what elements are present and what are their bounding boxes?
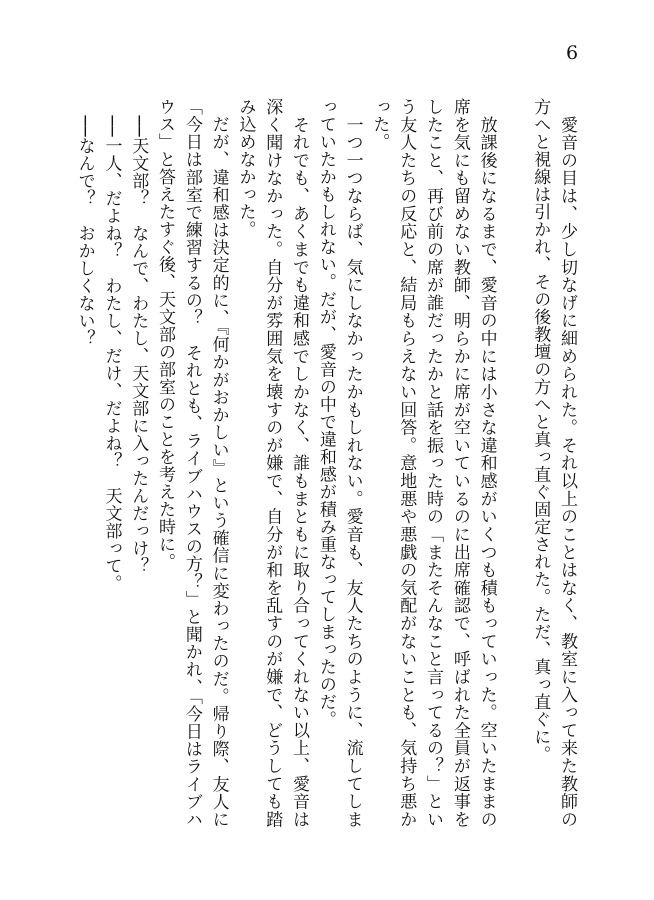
inner-monologue-line: ──一人、だよね？ わたし、だけ、だよね？ 天文部って。 xyxy=(101,98,122,592)
page-number: 6 xyxy=(565,42,579,64)
paragraph: 放課後になるまで、愛音の中には小さな違和感がいくつも積もっていった。空いたままの席を気にも留めない教師、明らかに席が空いているのに出席確認で、呼ばれた全員が返事をしたこと、再び前の席が誰だったかと話を振った時の「またそんなこと言ってるの？」という友人たちの反応と、結局もらえない回答。意地悪や悪戯の気配がないことも、気持ち悪かった。 xyxy=(369,98,497,828)
novel-text-body xyxy=(71,98,580,828)
inner-monologue-line: ──天文部？ なんで、わたし、天文部に入ったんだっけ？ xyxy=(128,98,149,575)
paragraph: それでも、あくまでも違和感でしかなく、誰もまともに取り合ってくれない以上、愛音は深く聞けなかった。自分が雰囲気を壊すのが嫌で、自分が和を乱すのが嫌で、どうしても踏み込めなかった。 xyxy=(235,98,310,828)
blank-line xyxy=(500,98,527,828)
paragraph: 愛音の目は、少し切なげに細められた。それ以上のことはなく、教室に入って来た教師の方へと視線は引かれ、その後教壇の方へと真っ直ぐ固定された。ただ、真っ直ぐに。 xyxy=(530,98,577,828)
inner-monologue-line: ──なんで？ おかしくない？ xyxy=(74,98,95,347)
paragraph: 一つ一つならば、気にしなかったかもしれない。愛音も、友人たちのように、流してしまっていたかもしれない。だが、愛音の中で違和感が積み重なってしまったのだ。 xyxy=(315,98,363,828)
paragraph: だが、違和感は決定的に、『何かがおかしい』という確信に変わったのだ。帰り際、友人に「今日は部室で練習するの？ それとも、ライブハウスの方？」と聞かれ、「今日はライブハウス」と答えたすぐ後、天文部の部室のことを考えた時に。 xyxy=(155,98,229,828)
